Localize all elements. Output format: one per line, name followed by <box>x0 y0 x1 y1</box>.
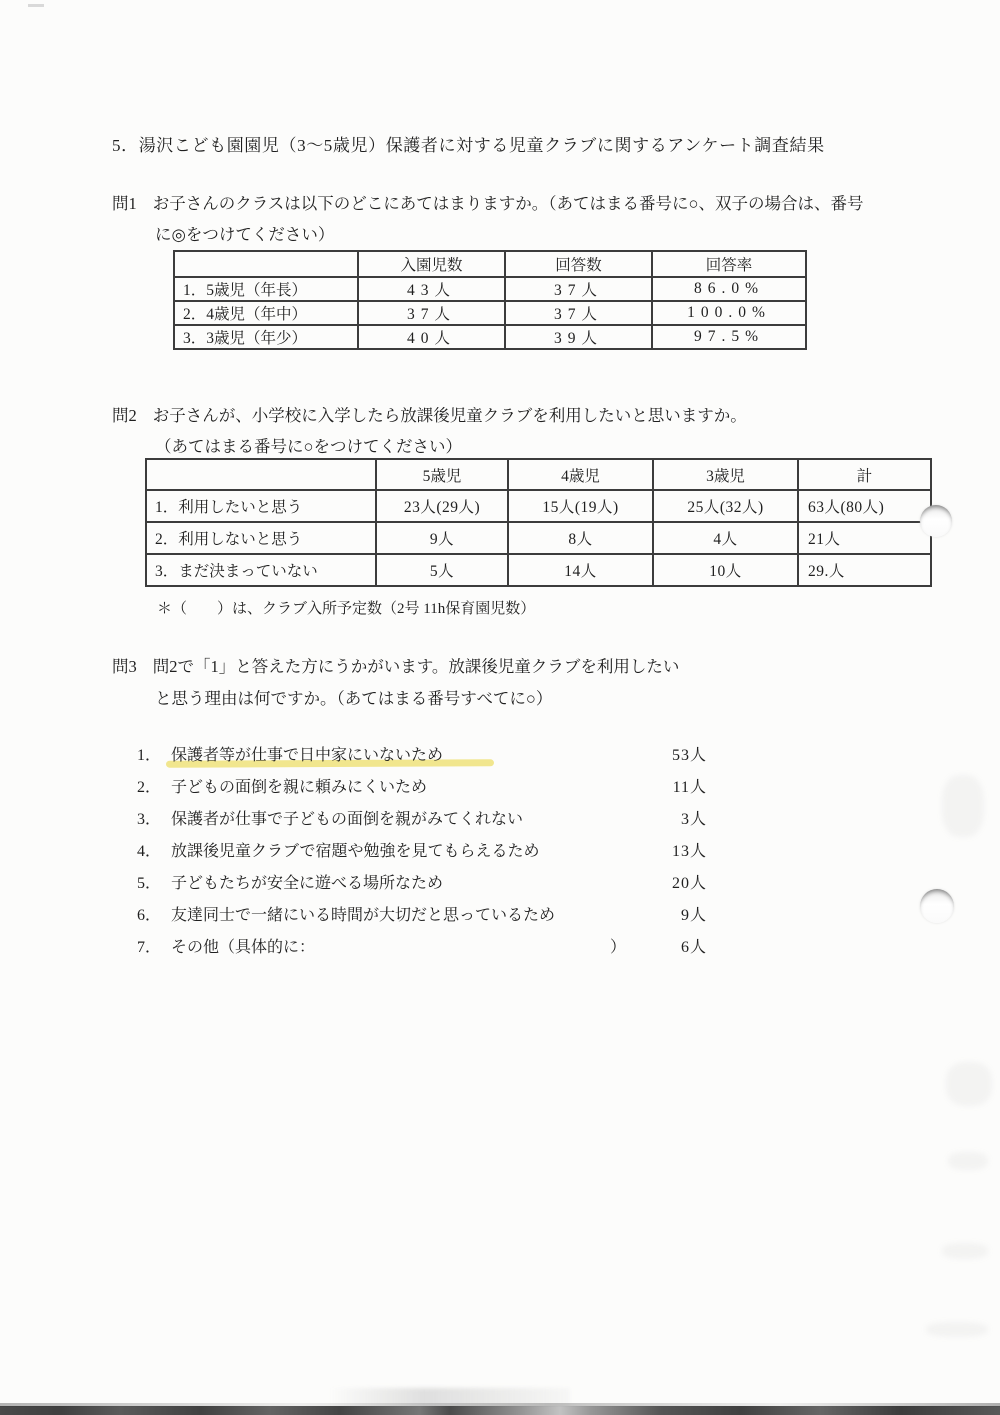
item-text: その他（具体的に： <box>171 939 316 956</box>
reason-list-item <box>137 902 717 925</box>
reason-list-item <box>137 806 717 829</box>
row-label: 2．4歳児（年中） <box>174 301 358 325</box>
document-title: 5．湯沢こども園園児（3～5歳児）保護者に対する児童クラブに関するアンケート調査結果 <box>112 136 825 155</box>
item-count: 6人 <box>680 939 707 956</box>
item-text: 子どもの面倒を親に頼みにくいため <box>171 779 428 796</box>
table-header-row <box>174 251 806 277</box>
item-close-paren: ） <box>610 939 627 956</box>
scan-smudge <box>942 1243 988 1259</box>
table-row <box>146 522 931 554</box>
column-header: 回答数 <box>505 251 652 277</box>
table-row <box>146 490 931 522</box>
cell-rate: 100.0% <box>652 301 806 325</box>
question-2-line-1 <box>112 402 747 426</box>
item-number: 7． <box>137 939 162 956</box>
cell-enrolled: 40人 <box>358 325 505 349</box>
row-label: 1．5歳児（年長） <box>174 277 358 301</box>
cell-total: 21人 <box>798 522 931 554</box>
reason-list-item <box>137 870 717 893</box>
cell-rate: 86.0% <box>652 277 806 301</box>
scan-smudge <box>948 1152 988 1170</box>
scan-smudge <box>946 1062 992 1106</box>
scan-corner-mark <box>28 4 44 7</box>
cell-responses: 37人 <box>505 301 652 325</box>
question-2-line-2: （あてはまる番号に○をつけてください） <box>155 437 462 456</box>
table-header-row <box>146 459 931 490</box>
question-1-label: 問1 <box>112 194 137 213</box>
scan-smudge <box>926 1322 988 1337</box>
table-row <box>174 301 806 325</box>
reason-list-item <box>137 934 717 957</box>
question-3-label: 問3 <box>112 657 137 676</box>
row-label: 3．まだ決まっていない <box>146 554 376 586</box>
row-label: 2．利用しないと思う <box>146 522 376 554</box>
row-label: 1．利用したいと思う <box>146 490 376 522</box>
item-count: 53人 <box>671 747 707 764</box>
q2-usage-intention-table <box>145 458 932 587</box>
item-count: 11人 <box>672 779 707 796</box>
item-number: 1． <box>137 747 162 764</box>
question-3-line-1 <box>112 653 679 677</box>
reason-list-item <box>137 742 717 765</box>
question-3-line-2: と思う理由は何ですか。（あてはまる番号すべてに○） <box>155 689 553 708</box>
cell-total: 63人(80人) <box>798 490 931 522</box>
cell-age4: 8人 <box>508 522 653 554</box>
item-text: 友達同士で一緒にいる時間が大切だと思っているため <box>171 907 556 924</box>
q2-table-footnote: ＊（ ）は、クラブ入所予定数（2号 11h保育園児数） <box>157 601 536 617</box>
question-3-text: 問2で「1」と答えた方にうかがいます。放課後児童クラブを利用したい <box>152 657 680 676</box>
cell-enrolled: 37人 <box>358 301 505 325</box>
cell-responses: 37人 <box>505 277 652 301</box>
scan-bottom-edge <box>0 1406 1000 1415</box>
item-number: 5． <box>137 875 162 892</box>
question-2-label: 問2 <box>112 406 137 425</box>
item-number: 3． <box>137 811 162 828</box>
cell-rate: 97.5% <box>652 325 806 349</box>
column-header: 計 <box>798 459 931 490</box>
cell-age3: 25人(32人) <box>653 490 798 522</box>
column-header: 5歳児 <box>376 459 508 490</box>
cell-responses: 39人 <box>505 325 652 349</box>
item-text: 保護者が仕事で子どもの面倒を親がみてくれない <box>171 811 524 828</box>
hole-punch-mark <box>920 505 952 537</box>
cell-age4: 14人 <box>508 554 653 586</box>
item-count: 3人 <box>680 811 707 828</box>
empty-header-cell <box>146 459 376 490</box>
cell-total: 29.人 <box>798 554 931 586</box>
column-header: 入園児数 <box>358 251 505 277</box>
item-count: 20人 <box>671 875 707 892</box>
question-2-text: お子さんが、小学校に入学したら放課後児童クラブを利用したいと思いますか。 <box>152 406 747 425</box>
cell-age5: 23人(29人) <box>376 490 508 522</box>
cell-age4: 15人(19人) <box>508 490 653 522</box>
scan-smudge <box>942 775 984 837</box>
reason-list-item <box>137 838 717 861</box>
cell-age5: 5人 <box>376 554 508 586</box>
column-header: 3歳児 <box>653 459 798 490</box>
item-text: 保護者等が仕事で日中家にいないため <box>171 747 444 764</box>
table-row <box>174 325 806 349</box>
item-text: 放課後児童クラブで宿題や勉強を見てもらえるため <box>171 843 540 860</box>
item-count: 9人 <box>680 907 707 924</box>
question-1-text: お子さんのクラスは以下のどこにあてはまりますか。（あてはまる番号に○、双子の場合は、番号 <box>152 194 864 213</box>
hole-punch-mark <box>920 889 954 923</box>
item-count: 13人 <box>671 843 707 860</box>
item-number: 4． <box>137 843 162 860</box>
question-1-line-2: に◎をつけてください） <box>155 225 335 244</box>
cell-age3: 10人 <box>653 554 798 586</box>
cell-age5: 9人 <box>376 522 508 554</box>
cell-age3: 4人 <box>653 522 798 554</box>
reason-list-item <box>137 774 717 797</box>
table-row <box>174 277 806 301</box>
cell-enrolled: 43人 <box>358 277 505 301</box>
empty-header-cell <box>174 251 358 277</box>
column-header: 4歳児 <box>508 459 653 490</box>
question-1-line-1 <box>112 190 863 214</box>
item-text: 子どもたちが安全に遊べる場所なため <box>171 875 444 892</box>
table-row <box>146 554 931 586</box>
column-header: 回答率 <box>652 251 806 277</box>
row-label: 3．3歳児（年少） <box>174 325 358 349</box>
q1-response-rate-table <box>173 250 807 350</box>
item-number: 6． <box>137 907 162 924</box>
item-number: 2． <box>137 779 162 796</box>
